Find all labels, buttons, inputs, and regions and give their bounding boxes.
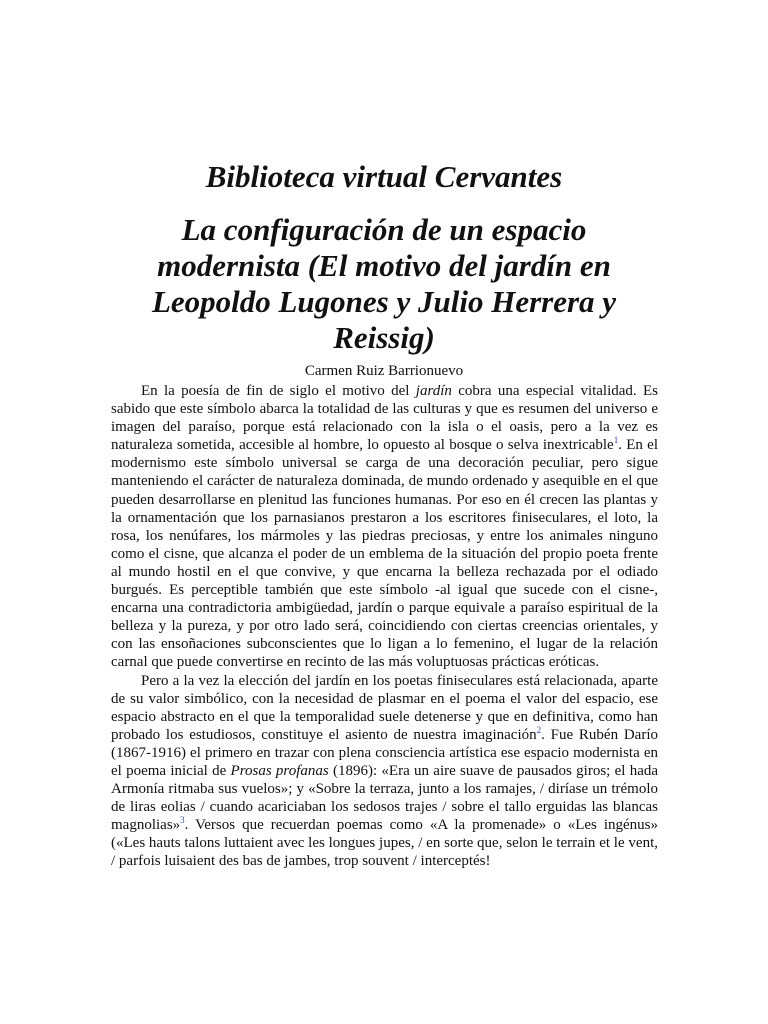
paragraph-2-text: Pero a la vez la elección del jardín en los poetas finiseculares está relacionada, aparte de su valor simbólico, con la necesidad de plasmar en el poema el valor del espacio, ese espacio abstracto en el que la temporalidad suele detenerse y que en definitiva, como han probado los estudiosos, constituye el asiento de nuestra imaginación: [111, 672, 658, 743]
footnote-link-2[interactable]: 2: [536, 724, 542, 735]
article-title: La configuración de un espacio modernista (El motivo del jardín en Leopoldo Lugones y Julio Herrera y Reissig): [151, 212, 617, 355]
site-title: Biblioteca virtual Cervantes: [205, 159, 563, 194]
paragraph-1-text: . En el modernismo este símbolo universal se carga de una decoración peculiar, pero sigue manteniendo el carácter de naturaleza dominada, de mundo ordenado y asequible en el que pueden desarrollarse en plenitud las funciones humanas. Por eso en él crecen las plantas y la ornamentación que los parnasianos prestaron a los escritores finiseculares, el loto, la rosa, los nenúfares, los mármoles y las piedras preciosas, y entre los animales ninguno como el cisne, que alcanza el poder de un emblema de la situación del propio poeta frente al mundo hostil en el que convive, y que encarna la belleza rechazada por el odiado burgués. Es perceptible también que este símbolo -al igual que sucede con el cisne-, encarna una contradictoria ambigüedad, jardín o parque equivale a paraíso espiritual de la belleza y la pureza, y por otro lado será, coincidiendo con ciertas creencias orientales, y con las ensoñaciones subconscientes que lo ligan a lo femenino, el lugar de la relación carnal que puede convertirse en recinto de las más voluptuosas prácticas eróticas.: [111, 437, 658, 671]
author-name: Carmen Ruiz Barrionuevo: [304, 363, 464, 379]
paragraph-2-text: . Fue Rubén Darío (1867-1916) el primero en trazar con plena consciencia artística ese espacio modernista en el poema inicial de: [111, 726, 658, 779]
emphasis-book-title: Prosas profanas: [230, 762, 329, 779]
footnote-link-3[interactable]: 3: [180, 815, 185, 826]
footnote-link-1[interactable]: 1: [613, 435, 619, 446]
paragraph-2: [111, 672, 658, 871]
paragraph-2-text: (1896): «Era un aire suave de pausados giros; el hada Armonía ritmaba sus vuelos»; y «Sobre la terraza, junto a los ramajes, / diríase un trémolo de liras eolias / cuando acariciaban los sedosos trajes / sobre el tallo erguidas las blancas magnolias»: [111, 762, 659, 834]
article-body: [111, 382, 658, 871]
emphasis-jardin: jardín: [415, 383, 452, 399]
paragraph-1-text: En la poesía de fin de siglo el motivo del: [141, 383, 416, 399]
paragraph-2-text: . Versos que recuerdan poemas como «A la promenade» o «Les ingénus» («Les hauts talons luttaient avec les longues jupes, / en sorte que, selon le terrain et le vent, / parfois luisaient des bas de jambes, trop souvent / interceptés!: [111, 817, 658, 870]
paragraph-1: [111, 382, 658, 672]
paragraph-1-text: cobra una especial vitalidad. Es sabido que este símbolo abarca la totalidad de las culturas y que es resumen del universo e imagen del paraíso, porque está relacionado con la isla o el oasis, pero a la vez es naturaleza sometida, accesible al hombre, lo opuesto al bosque o selva inextricable: [111, 383, 658, 454]
